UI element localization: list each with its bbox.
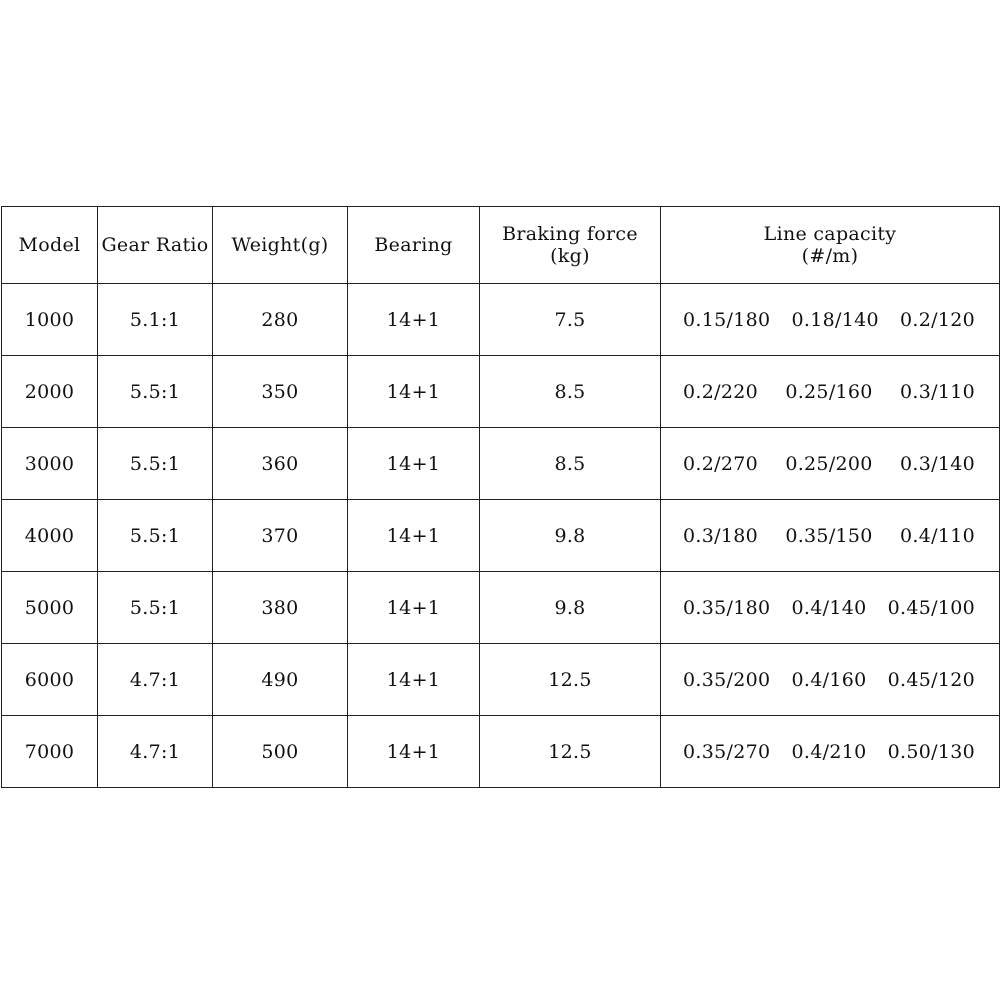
line-capacity-group	[661, 669, 999, 691]
line-capacity-value: 0.50/130	[887, 740, 975, 763]
cell-gear-ratio: 5.5:1	[98, 356, 213, 428]
header-label: (kg)	[550, 245, 590, 267]
cell-gear-ratio: 5.5:1	[98, 428, 213, 500]
line-capacity-value: 0.35/180	[683, 596, 771, 619]
cell-line-capacity	[661, 428, 1000, 500]
line-capacity-value: 0.18/140	[791, 308, 879, 331]
cell-bearing: 14+1	[348, 500, 480, 572]
cell-model: 4000	[2, 500, 98, 572]
header-label: Braking force	[502, 223, 638, 245]
cell-weight: 350	[213, 356, 348, 428]
line-capacity-value: 0.15/180	[683, 308, 771, 331]
cell-weight: 280	[213, 284, 348, 356]
line-capacity-value: 0.25/200	[785, 452, 873, 475]
table-row	[2, 500, 1000, 572]
table-body	[2, 284, 1000, 788]
line-capacity-value: 0.25/160	[785, 380, 873, 403]
cell-braking-force: 12.5	[480, 644, 661, 716]
line-capacity-value: 0.45/100	[887, 596, 975, 619]
table-row	[2, 356, 1000, 428]
cell-line-capacity	[661, 716, 1000, 788]
cell-model: 7000	[2, 716, 98, 788]
table-row	[2, 428, 1000, 500]
header-model	[2, 207, 98, 284]
line-capacity-value: 0.3/110	[900, 380, 975, 403]
line-capacity-value: 0.35/270	[683, 740, 771, 763]
table-row	[2, 572, 1000, 644]
cell-weight: 490	[213, 644, 348, 716]
line-capacity-value: 0.2/220	[683, 380, 758, 403]
line-capacity-value: 0.4/160	[791, 668, 867, 691]
cell-bearing: 14+1	[348, 356, 480, 428]
cell-gear-ratio: 5.5:1	[98, 500, 213, 572]
cell-weight: 370	[213, 500, 348, 572]
cell-gear-ratio: 5.5:1	[98, 572, 213, 644]
line-capacity-value: 0.4/140	[791, 596, 867, 619]
cell-bearing: 14+1	[348, 644, 480, 716]
table-row	[2, 644, 1000, 716]
header-bearing	[348, 207, 480, 284]
header-label: (#/m)	[801, 245, 859, 267]
cell-line-capacity	[661, 284, 1000, 356]
cell-braking-force: 8.5	[480, 428, 661, 500]
line-capacity-group	[661, 453, 999, 475]
line-capacity-value: 0.4/210	[791, 740, 867, 763]
cell-model: 2000	[2, 356, 98, 428]
header-label: Model	[18, 234, 81, 256]
cell-bearing: 14+1	[348, 716, 480, 788]
cell-line-capacity	[661, 572, 1000, 644]
header-label: Line capacity	[763, 223, 897, 245]
line-capacity-value: 0.35/150	[785, 524, 873, 547]
table-row	[2, 716, 1000, 788]
line-capacity-group	[661, 309, 999, 331]
cell-weight: 380	[213, 572, 348, 644]
header-weight	[213, 207, 348, 284]
line-capacity-value: 0.45/120	[887, 668, 975, 691]
cell-model: 3000	[2, 428, 98, 500]
header-gear-ratio	[98, 207, 213, 284]
line-capacity-group	[661, 381, 999, 403]
line-capacity-value: 0.3/180	[683, 524, 758, 547]
cell-weight: 500	[213, 716, 348, 788]
cell-gear-ratio: 4.7:1	[98, 716, 213, 788]
header-label: Gear Ratio	[101, 234, 209, 256]
table-row	[2, 284, 1000, 356]
cell-weight: 360	[213, 428, 348, 500]
header-row	[2, 207, 1000, 284]
cell-braking-force: 9.8	[480, 500, 661, 572]
cell-gear-ratio: 4.7:1	[98, 644, 213, 716]
line-capacity-group	[661, 741, 999, 763]
cell-braking-force: 8.5	[480, 356, 661, 428]
line-capacity-value: 0.35/200	[683, 668, 771, 691]
spec-table	[1, 206, 1000, 788]
line-capacity-value: 0.2/270	[683, 452, 758, 475]
cell-model: 6000	[2, 644, 98, 716]
header-braking-force	[480, 207, 661, 284]
cell-bearing: 14+1	[348, 428, 480, 500]
table-header	[2, 207, 1000, 284]
header-label: Weight(g)	[231, 234, 329, 256]
line-capacity-group	[661, 525, 999, 547]
cell-line-capacity	[661, 356, 1000, 428]
cell-braking-force: 12.5	[480, 716, 661, 788]
line-capacity-value: 0.4/110	[900, 524, 975, 547]
line-capacity-value: 0.2/120	[900, 308, 975, 331]
cell-bearing: 14+1	[348, 572, 480, 644]
header-line-capacity	[661, 207, 1000, 284]
cell-line-capacity	[661, 500, 1000, 572]
cell-line-capacity	[661, 644, 1000, 716]
cell-model: 1000	[2, 284, 98, 356]
cell-braking-force: 9.8	[480, 572, 661, 644]
cell-bearing: 14+1	[348, 284, 480, 356]
cell-braking-force: 7.5	[480, 284, 661, 356]
line-capacity-group	[661, 597, 999, 619]
header-label: Bearing	[374, 234, 453, 256]
cell-gear-ratio: 5.1:1	[98, 284, 213, 356]
cell-model: 5000	[2, 572, 98, 644]
line-capacity-value: 0.3/140	[900, 452, 975, 475]
